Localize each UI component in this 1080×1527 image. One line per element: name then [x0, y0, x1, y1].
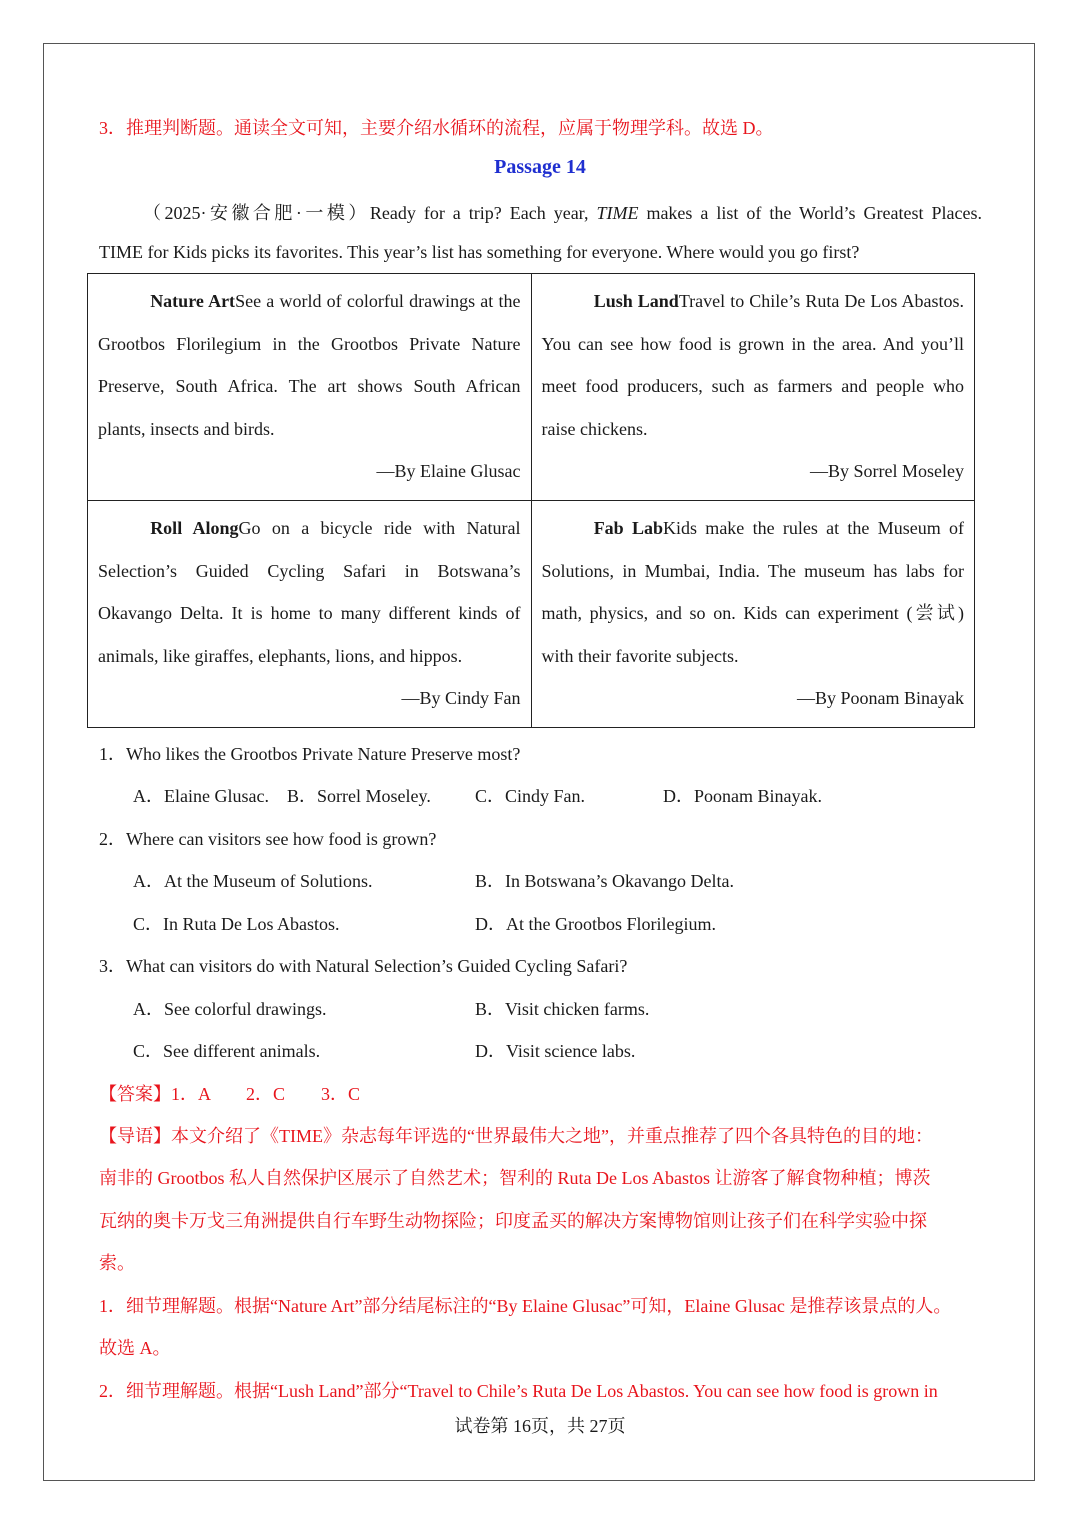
intro-magazine: TIME: [596, 203, 639, 223]
intro-line-2: TIME for Kids picks its favorites. This year’s list has something for everyone. Where would you go first?: [99, 242, 860, 262]
question-2-option-c: C．In Ruta De Los Abastos.: [133, 914, 340, 934]
explanation-1-line-1: 1．细节理解题。根据“Nature Art”部分结尾标注的“By Elaine Glusac”可知，Elaine Glusac 是推荐该景点的人。: [99, 1296, 952, 1316]
place-body: See a world of colorful drawings at the Grootbos Florilegium in the Grootbos Private Nature Preserve, South Africa. The art shows South African plants, insects and birds.: [98, 291, 521, 439]
page-footer: 试卷第 16页，共 27页: [454, 1416, 626, 1436]
guide-line-3: 瓦纳的奥卡万戈三角洲提供自行车野生动物探险；印度孟买的解决方案博物馆则让孩子们在科学实验中探: [99, 1211, 927, 1231]
place-byline: —By Poonam Binayak: [797, 688, 964, 708]
intro-source: （2025·安徽合肥·一模）: [143, 203, 370, 223]
place-byline: —By Sorrel Moseley: [810, 461, 964, 481]
place-heading: Lush Land: [593, 291, 679, 311]
place-heading: Fab Lab: [593, 518, 664, 538]
question-1-option-a: A．Elaine Glusac.: [133, 786, 269, 806]
question-1-option-b: B．Sorrel Moseley.: [287, 786, 431, 806]
guide-label: 【导语】: [99, 1126, 171, 1146]
question-1-stem: 1．Who likes the Grootbos Private Nature Preserve most?: [99, 744, 521, 764]
place-text: [98, 507, 521, 677]
place-heading: Nature Art: [150, 291, 236, 311]
guide-line-2: 南非的 Grootbos 私人自然保护区展示了自然艺术；智利的 Ruta De Los Abastos 让游客了解食物种植；博茨: [99, 1168, 931, 1188]
prev-explanation: 3．推理判断题。通读全文可知，主要介绍水循环的流程，应属于物理学科。故选 D。: [99, 118, 774, 138]
guide-line-4: 索。: [99, 1253, 135, 1273]
question-2-stem: 2．Where can visitors see how food is grown?: [99, 829, 437, 849]
guide-line-1: [99, 1122, 933, 1148]
place-body: Kids make the rules at the Museum of Solutions, in Mumbai, India. The museum has labs for math, physics, and so on. Kids can experiment (尝试) with their favorite subjects.: [541, 518, 964, 666]
question-2-option-b: B．In Botswana’s Okavango Delta.: [475, 871, 734, 891]
question-1-option-c: C．Cindy Fan.: [475, 786, 586, 806]
answer-line: [99, 1080, 360, 1106]
place-text: [542, 507, 965, 677]
question-3-option-b: B．Visit chicken farms.: [475, 999, 650, 1019]
place-text: [542, 280, 965, 450]
place-body: Travel to Chile’s Ruta De Los Abastos. You can see how food is grown in the area. And you’ll meet food producers, such as farmers and people who raise chickens.: [541, 291, 964, 439]
places-table: [87, 273, 975, 728]
intro-text-b: makes a list of the World’s Greatest Places.: [638, 203, 982, 223]
place-body: Go on a bicycle ride with Natural Selection’s Guided Cycling Safari in Botswana’s Okavango Delta. It is home to many different kinds of animals, like giraffes, elephants, lions, and hippos.: [98, 518, 521, 666]
place-cell-nature-art: [88, 274, 532, 501]
place-cell-fab-lab: [531, 501, 975, 728]
question-2-option-a: A．At the Museum of Solutions.: [133, 871, 373, 891]
question-3-option-c: C．See different animals.: [133, 1041, 321, 1061]
place-cell-roll-along: [88, 501, 532, 728]
place-cell-lush-land: [531, 274, 975, 501]
intro-line-1: [99, 199, 982, 225]
question-3-option-a: A．See colorful drawings.: [133, 999, 327, 1019]
place-byline: —By Cindy Fan: [401, 688, 521, 708]
question-2-option-d: D．At the Grootbos Florilegium.: [475, 914, 716, 934]
place-heading: Roll Along: [150, 518, 239, 538]
place-byline: —By Elaine Glusac: [376, 461, 521, 481]
explanation-1-line-2: 故选 A。: [99, 1338, 171, 1358]
question-3-stem: 3．What can visitors do with Natural Selection’s Guided Cycling Safari?: [99, 956, 628, 976]
explanation-2-line-1: 2．细节理解题。根据“Lush Land”部分“Travel to Chile’s Ruta De Los Abastos. You can see how food is grown in: [99, 1381, 938, 1401]
guide-text: 本文介绍了《TIME》杂志每年评选的“世界最伟大之地”，并重点推荐了四个各具特色的目的地：: [171, 1126, 933, 1146]
question-1-option-d: D．Poonam Binayak.: [663, 786, 822, 806]
passage-title: Passage 14: [494, 156, 586, 178]
answer-text: 1．A 2．C 3．C: [171, 1084, 361, 1104]
place-text: [98, 280, 521, 450]
answer-label: 【答案】: [99, 1084, 171, 1104]
question-3-option-d: D．Visit science labs.: [475, 1041, 636, 1061]
intro-text-a: Ready for a trip? Each year,: [369, 203, 597, 223]
